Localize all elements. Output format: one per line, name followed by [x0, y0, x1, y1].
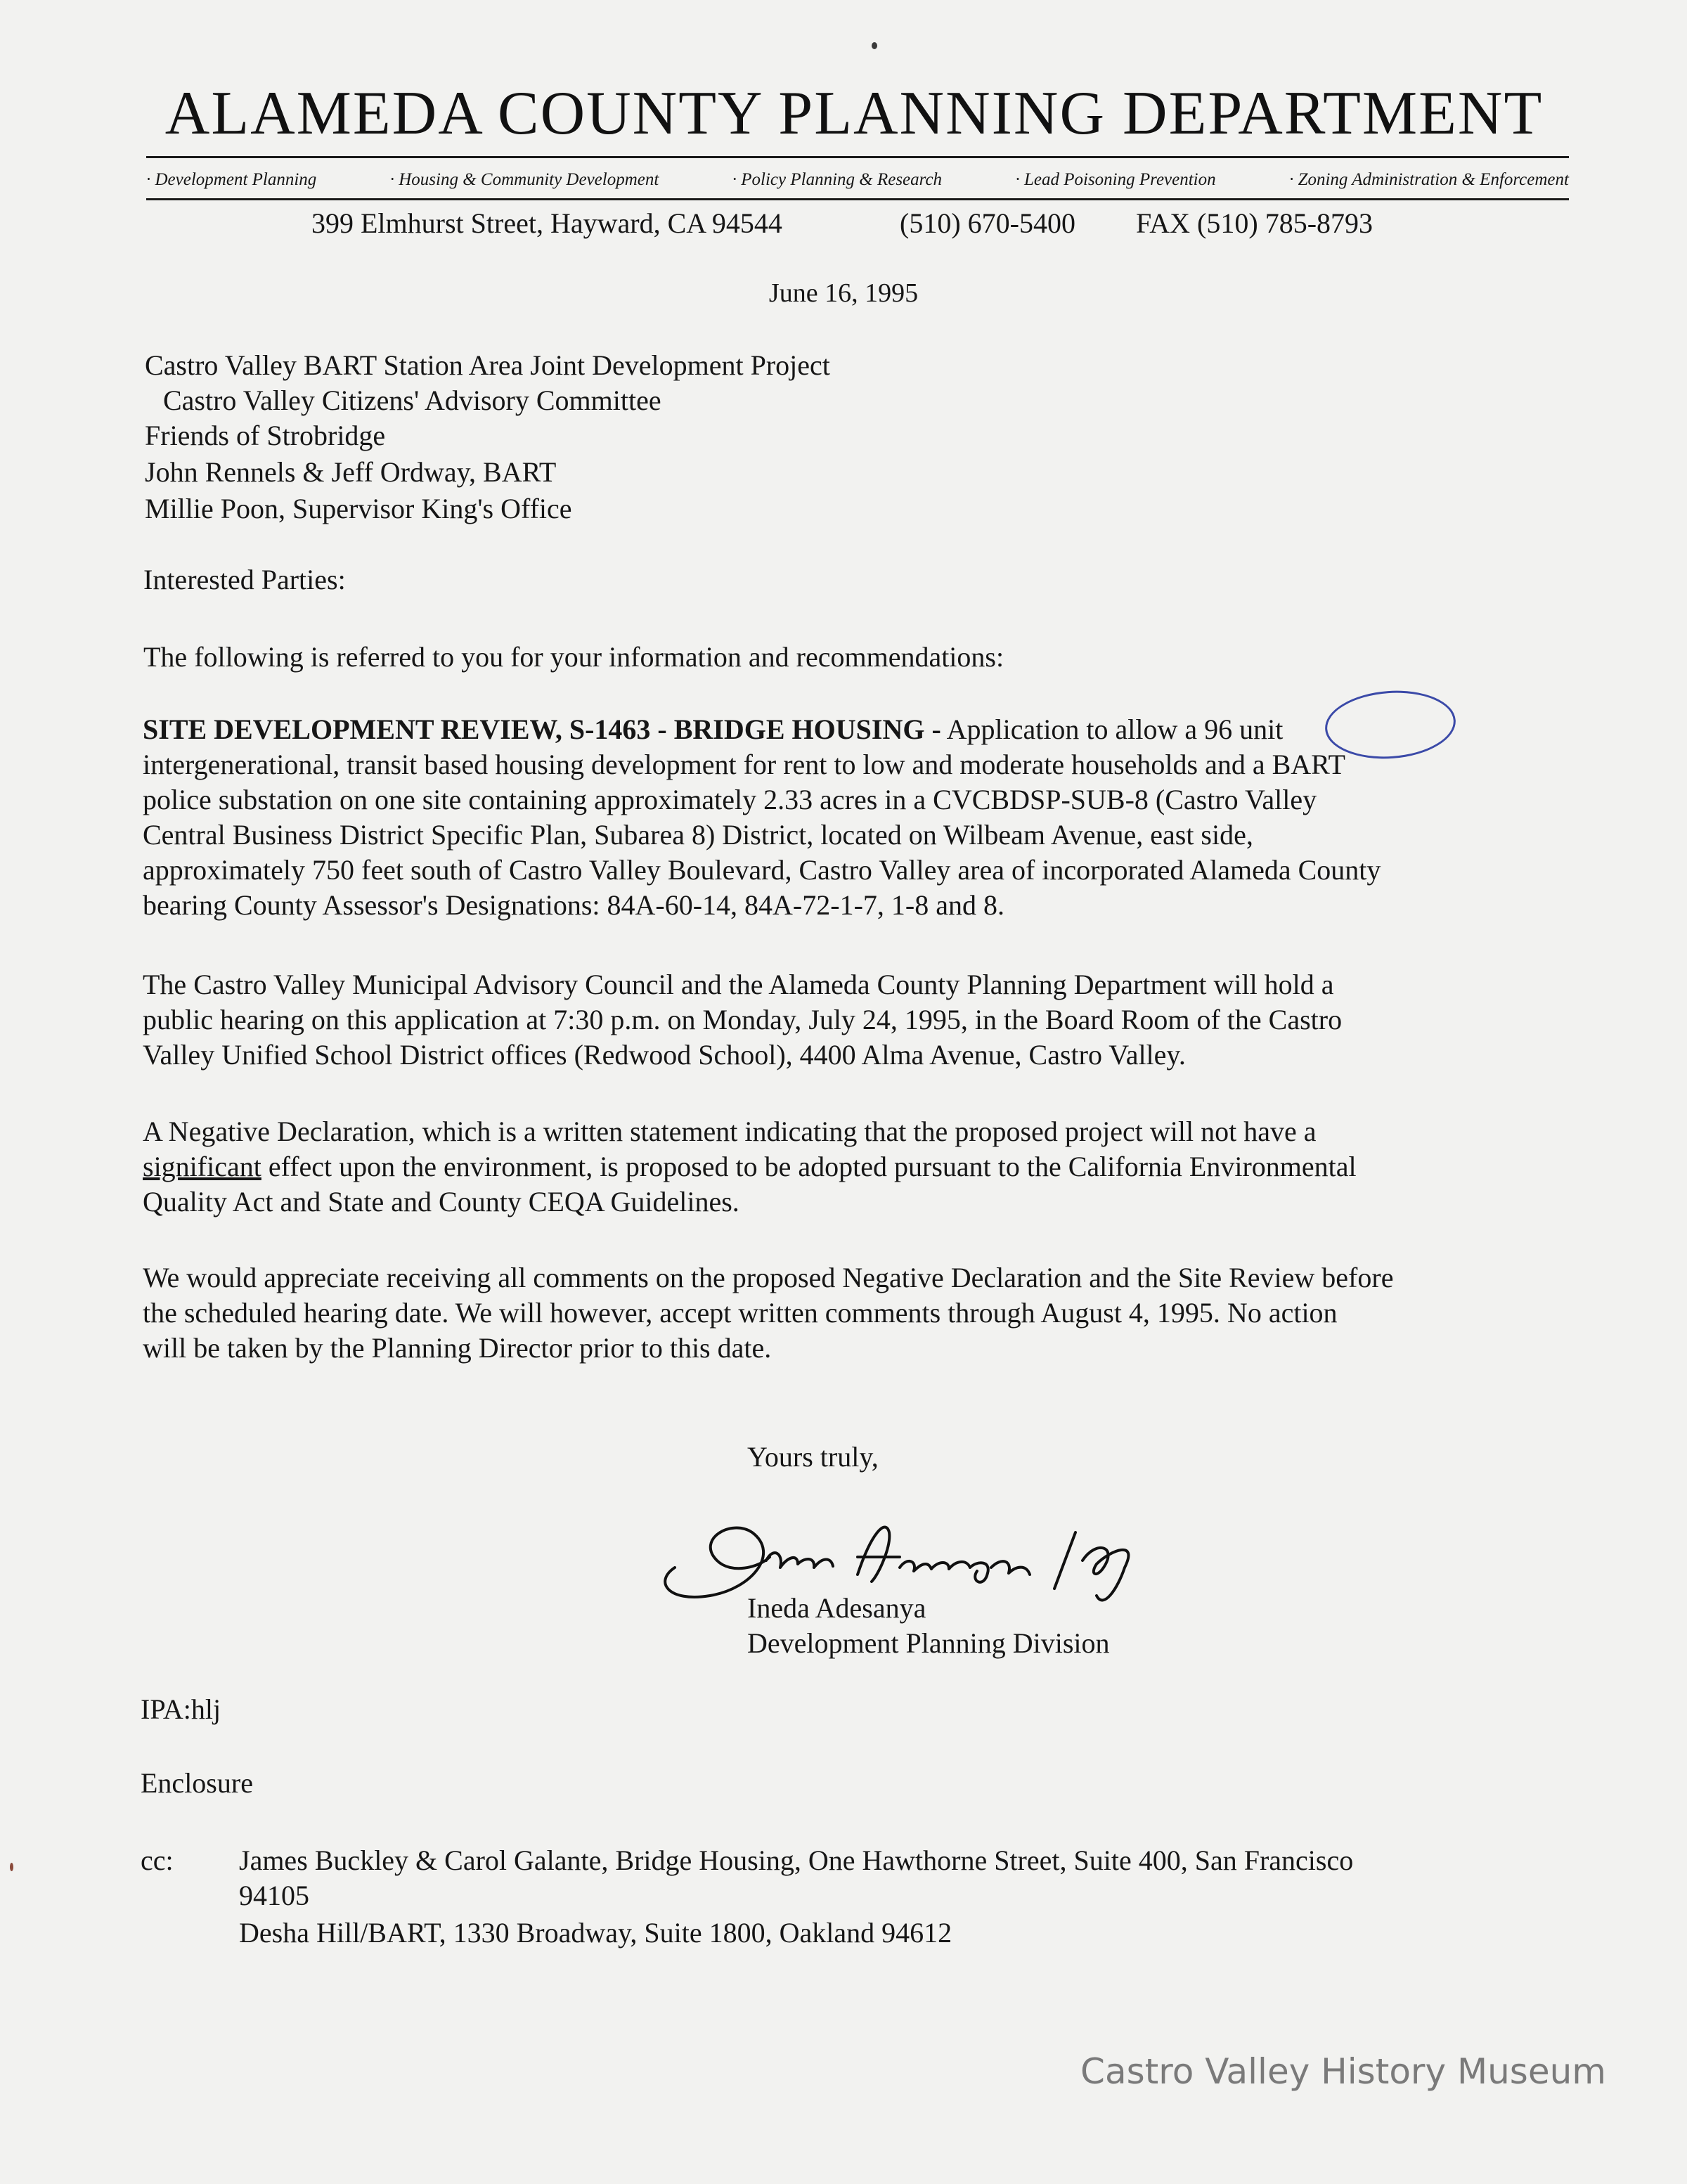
fax-number: FAX (510) 785-8793	[1136, 207, 1373, 239]
recipient-line: Millie Poon, Supervisor King's Office	[145, 493, 572, 524]
division-item: · Development Planning	[146, 170, 317, 189]
department-title: ALAMEDA COUNTY PLANNING DEPARTMENT	[164, 79, 1544, 148]
salutation: Interested Parties:	[143, 564, 346, 595]
ink-speck	[10, 1863, 13, 1871]
hearing-line: The Castro Valley Municipal Advisory Council and the Alameda County Planning Department will hold a	[143, 969, 1334, 1000]
street-address: 399 Elmhurst Street, Hayward, CA 94544	[311, 207, 782, 239]
review-heading: SITE DEVELOPMENT REVIEW, S-1463 - BRIDGE HOUSING -	[143, 713, 941, 745]
review-line: police substation on one site containing approximately 2.33 acres in a CVCBDSP-SUB-8 (Castro Valley	[143, 784, 1317, 815]
museum-watermark: Castro Valley History Museum	[1080, 2051, 1606, 2092]
comments-paragraph	[143, 1260, 1570, 1366]
underlined-word: significant	[143, 1151, 261, 1182]
enclosure-note: Enclosure	[141, 1767, 253, 1799]
comments-line: We would appreciate receiving all comments on the proposed Negative Declaration and the Site Review before	[143, 1262, 1394, 1293]
ink-speck	[872, 42, 877, 49]
division-list	[146, 166, 1569, 194]
recipient-line: John Rennels & Jeff Ordway, BART	[145, 456, 557, 488]
letterhead-rule-bottom	[146, 198, 1569, 200]
letter-date: June 16, 1995	[768, 278, 919, 308]
negdec-line: Quality Act and State and County CEQA Guidelines.	[143, 1186, 739, 1217]
negative-declaration-paragraph	[143, 1114, 1570, 1220]
comments-line: the scheduled hearing date. We will however, accept written comments through August 4, 1995. No action	[143, 1297, 1338, 1329]
review-line: Application to allow a 96 unit	[946, 713, 1284, 745]
hearing-line: Valley Unified School District offices (Redwood School), 4400 Alma Avenue, Castro Valley.	[143, 1039, 1186, 1071]
review-line: approximately 750 feet south of Castro Valley Boulevard, Castro Valley area of incorporated Alameda County	[143, 854, 1381, 886]
closing: Yours truly,	[747, 1441, 879, 1473]
division-item: · Lead Poisoning Prevention	[1015, 170, 1216, 189]
review-line: Central Business District Specific Plan, Subarea 8) District, located on Wilbeam Avenue, east side,	[143, 819, 1253, 851]
review-paragraph	[143, 712, 1570, 923]
phone-number: (510) 670-5400	[900, 207, 1075, 239]
typist-initials: IPA:hlj	[141, 1693, 221, 1725]
letterhead-rule-top	[146, 156, 1569, 158]
recipient-line: Castro Valley BART Station Area Joint Development Project	[145, 349, 830, 381]
cc-label: cc:	[141, 1844, 174, 1876]
signer-division: Development Planning Division	[747, 1627, 1110, 1659]
cc-line: 94105	[239, 1880, 309, 1911]
comments-line: will be taken by the Planning Director prior to this date.	[143, 1332, 772, 1364]
cc-line: James Buckley & Carol Galante, Bridge Housing, One Hawthorne Street, Suite 400, San Francisco	[239, 1844, 1354, 1876]
review-line: bearing County Assessor's Designations: 84A-60-14, 84A-72-1-7, 1-8 and 8.	[143, 889, 1004, 921]
negdec-line: A Negative Declaration, which is a written statement indicating that the proposed project will not have a	[143, 1116, 1317, 1147]
signer-name: Ineda Adesanya	[747, 1592, 926, 1624]
hearing-paragraph	[143, 967, 1570, 1073]
intro-sentence: The following is referred to you for your information and recommendations:	[143, 641, 1004, 673]
division-item: · Zoning Administration & Enforcement	[1289, 170, 1569, 189]
hearing-line: public hearing on this application at 7:30 p.m. on Monday, July 24, 1995, in the Board Room of the Castro	[143, 1004, 1343, 1035]
negdec-line: effect upon the environment, is proposed to be adopted pursuant to the California Environmental	[261, 1151, 1357, 1182]
cc-line: Desha Hill/BART, 1330 Broadway, Suite 1800, Oakland 94612	[239, 1917, 952, 1949]
review-line: intergenerational, transit based housing development for rent to low and moderate households and a BART	[143, 749, 1345, 780]
recipient-line: Friends of Strobridge	[145, 420, 386, 451]
division-item: · Housing & Community Development	[389, 170, 659, 189]
recipient-line: Castro Valley Citizens' Advisory Committee	[163, 385, 661, 416]
division-item: · Policy Planning & Research	[732, 170, 943, 189]
